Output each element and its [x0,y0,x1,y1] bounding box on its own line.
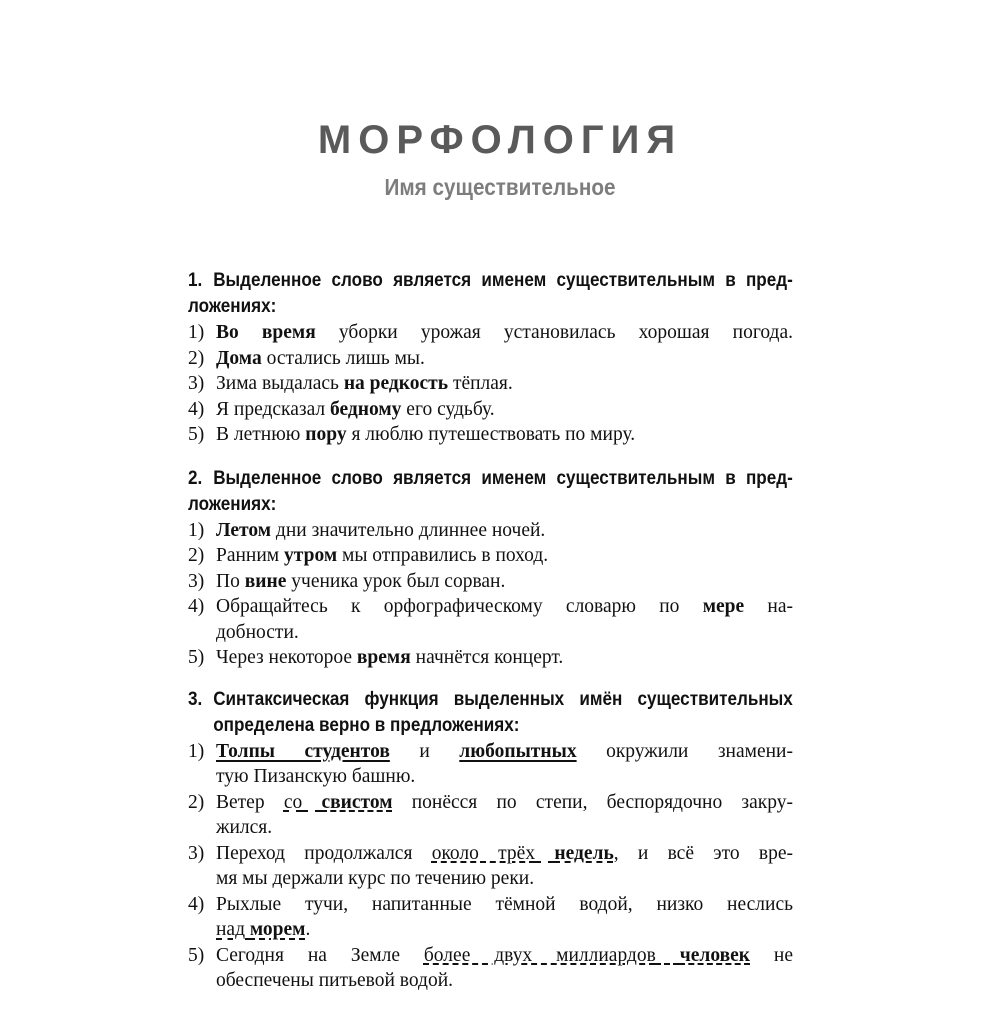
option-3 [188,841,793,867]
question-line: Выделенное слово является именем существительным в пред- [213,270,793,291]
option-number: 2) [188,791,205,813]
question-line: ложениях: [188,296,277,317]
highlighted-word: бедному [330,398,402,420]
highlighted-word: утром [284,545,338,566]
option-text: мы отправились в поход. [337,545,549,566]
option-5 [188,645,793,671]
option-number: 2) [188,545,205,566]
option-text: начнётся концерт. [410,647,564,668]
highlighted-word: пору [305,424,347,445]
option-text: ученика урок был сорван. [286,570,506,592]
option-4 [188,397,793,423]
option-text: мя мы держали курс по течению реки. [216,868,535,889]
option-number: 5) [188,647,205,668]
option-text: окружили знамени- [576,740,793,762]
question-number: 1. [188,270,203,291]
option-text: В летнюю [216,424,306,445]
object-word: человек [679,944,751,966]
option-1 [188,739,793,765]
option-1 [188,320,793,346]
option-number: 2) [188,347,205,369]
option-text: обеспечены питьевой водой. [216,970,454,991]
option-4 [188,594,793,620]
option-2 [188,790,793,816]
highlighted-word: на редкость [343,373,449,394]
option-text: дни значительно длиннее ночей. [271,519,546,541]
highlighted-word: Летом [216,519,272,541]
option-3 [188,569,793,595]
question-line: ложениях: [188,493,277,515]
option-number: 5) [188,424,205,445]
option-number: 3) [188,373,205,394]
option-number: 4) [188,893,205,915]
adverbial-word: недель [554,842,614,864]
question-line: Выделенное слово является именем существительным в пред- [213,467,793,489]
option-number: 4) [188,596,205,617]
option-text: добности. [216,621,299,643]
option-text: По [216,570,245,592]
option-text: Через некоторое [216,647,357,668]
option-3-continued [188,866,793,892]
option-text: Переход продолжался [216,842,432,864]
option-text: Рыхлые тучи, напитанные тёмной водой, низко неслись [216,893,793,915]
option-text: Ранним [216,545,285,566]
option-text: , и всё это вре- [613,842,794,864]
question-2 [188,466,793,671]
highlighted-word: Дома [216,347,262,369]
question-3 [188,687,793,994]
adverbial-marked: со [283,791,303,813]
option-number: 3) [188,570,205,592]
option-text: не [750,944,794,966]
question-number: 2. [188,467,203,489]
option-2 [188,543,793,569]
option-2-continued [188,815,793,841]
option-text: на- [744,596,793,617]
option-1-continued [188,764,793,790]
option-text: я люблю путешествовать по миру. [346,424,636,445]
option-number: 1) [188,322,205,343]
page-subtitle: Имя существительное [384,174,616,200]
option-number: 3) [188,842,205,864]
option-5 [188,943,793,969]
option-1 [188,518,793,544]
option-text: Зима выдалась [216,373,344,394]
option-text: тую Пизанскую башню. [216,766,416,787]
option-text: его судьбу. [401,398,495,420]
option-number: 1) [188,740,205,762]
adverbial-marked: более двух миллиардов [423,944,656,966]
option-number: 1) [188,519,205,541]
adverbial-marked: над [216,919,246,940]
option-text: понёсся по степи, беспорядочно закру- [392,791,793,813]
option-text: уборки урожая установилась хорошая погода. [315,322,793,343]
page-title: МОРФОЛОГИЯ [317,118,683,162]
question-1-text [188,268,793,294]
subject-word: Толпы студентов [216,740,390,762]
question-line: определена верно в предложениях: [213,714,520,736]
highlighted-word: мере [702,596,745,617]
subject-word: любопытных [459,740,577,762]
option-3 [188,371,793,397]
question-2-text [188,466,793,492]
option-4-continued [188,620,793,646]
option-number: 5) [188,944,205,966]
question-3-text [188,687,793,713]
adverbial-word: свистом [321,791,393,813]
option-2 [188,346,793,372]
exercise-list [188,268,793,1012]
option-4 [188,892,793,918]
option-5 [188,422,793,448]
question-line: Синтаксическая функция выделенных имён существительных [213,688,793,710]
highlighted-word: время [356,647,411,668]
option-text: Сегодня на Земле [216,944,424,966]
option-text: жился. [216,817,273,838]
option-text: тёплая. [448,373,513,394]
highlighted-word: Во время [216,322,316,343]
option-5-continued [188,968,793,994]
option-number: 4) [188,398,205,420]
adverbial-word: морем [249,919,306,940]
option-text: Ветер [216,791,284,813]
adverbial-marked: около трёх [431,842,536,864]
option-text: остались лишь мы. [261,347,425,369]
question-number: 3. [188,688,203,710]
option-text: Обращайтесь к орфографическому словарю по [216,596,703,617]
option-text: и [389,740,460,762]
question-1 [188,268,793,448]
highlighted-word: вине [244,570,287,592]
option-text: . [305,919,311,940]
option-text: Я предсказал [216,398,331,420]
option-4-continued [188,917,793,943]
